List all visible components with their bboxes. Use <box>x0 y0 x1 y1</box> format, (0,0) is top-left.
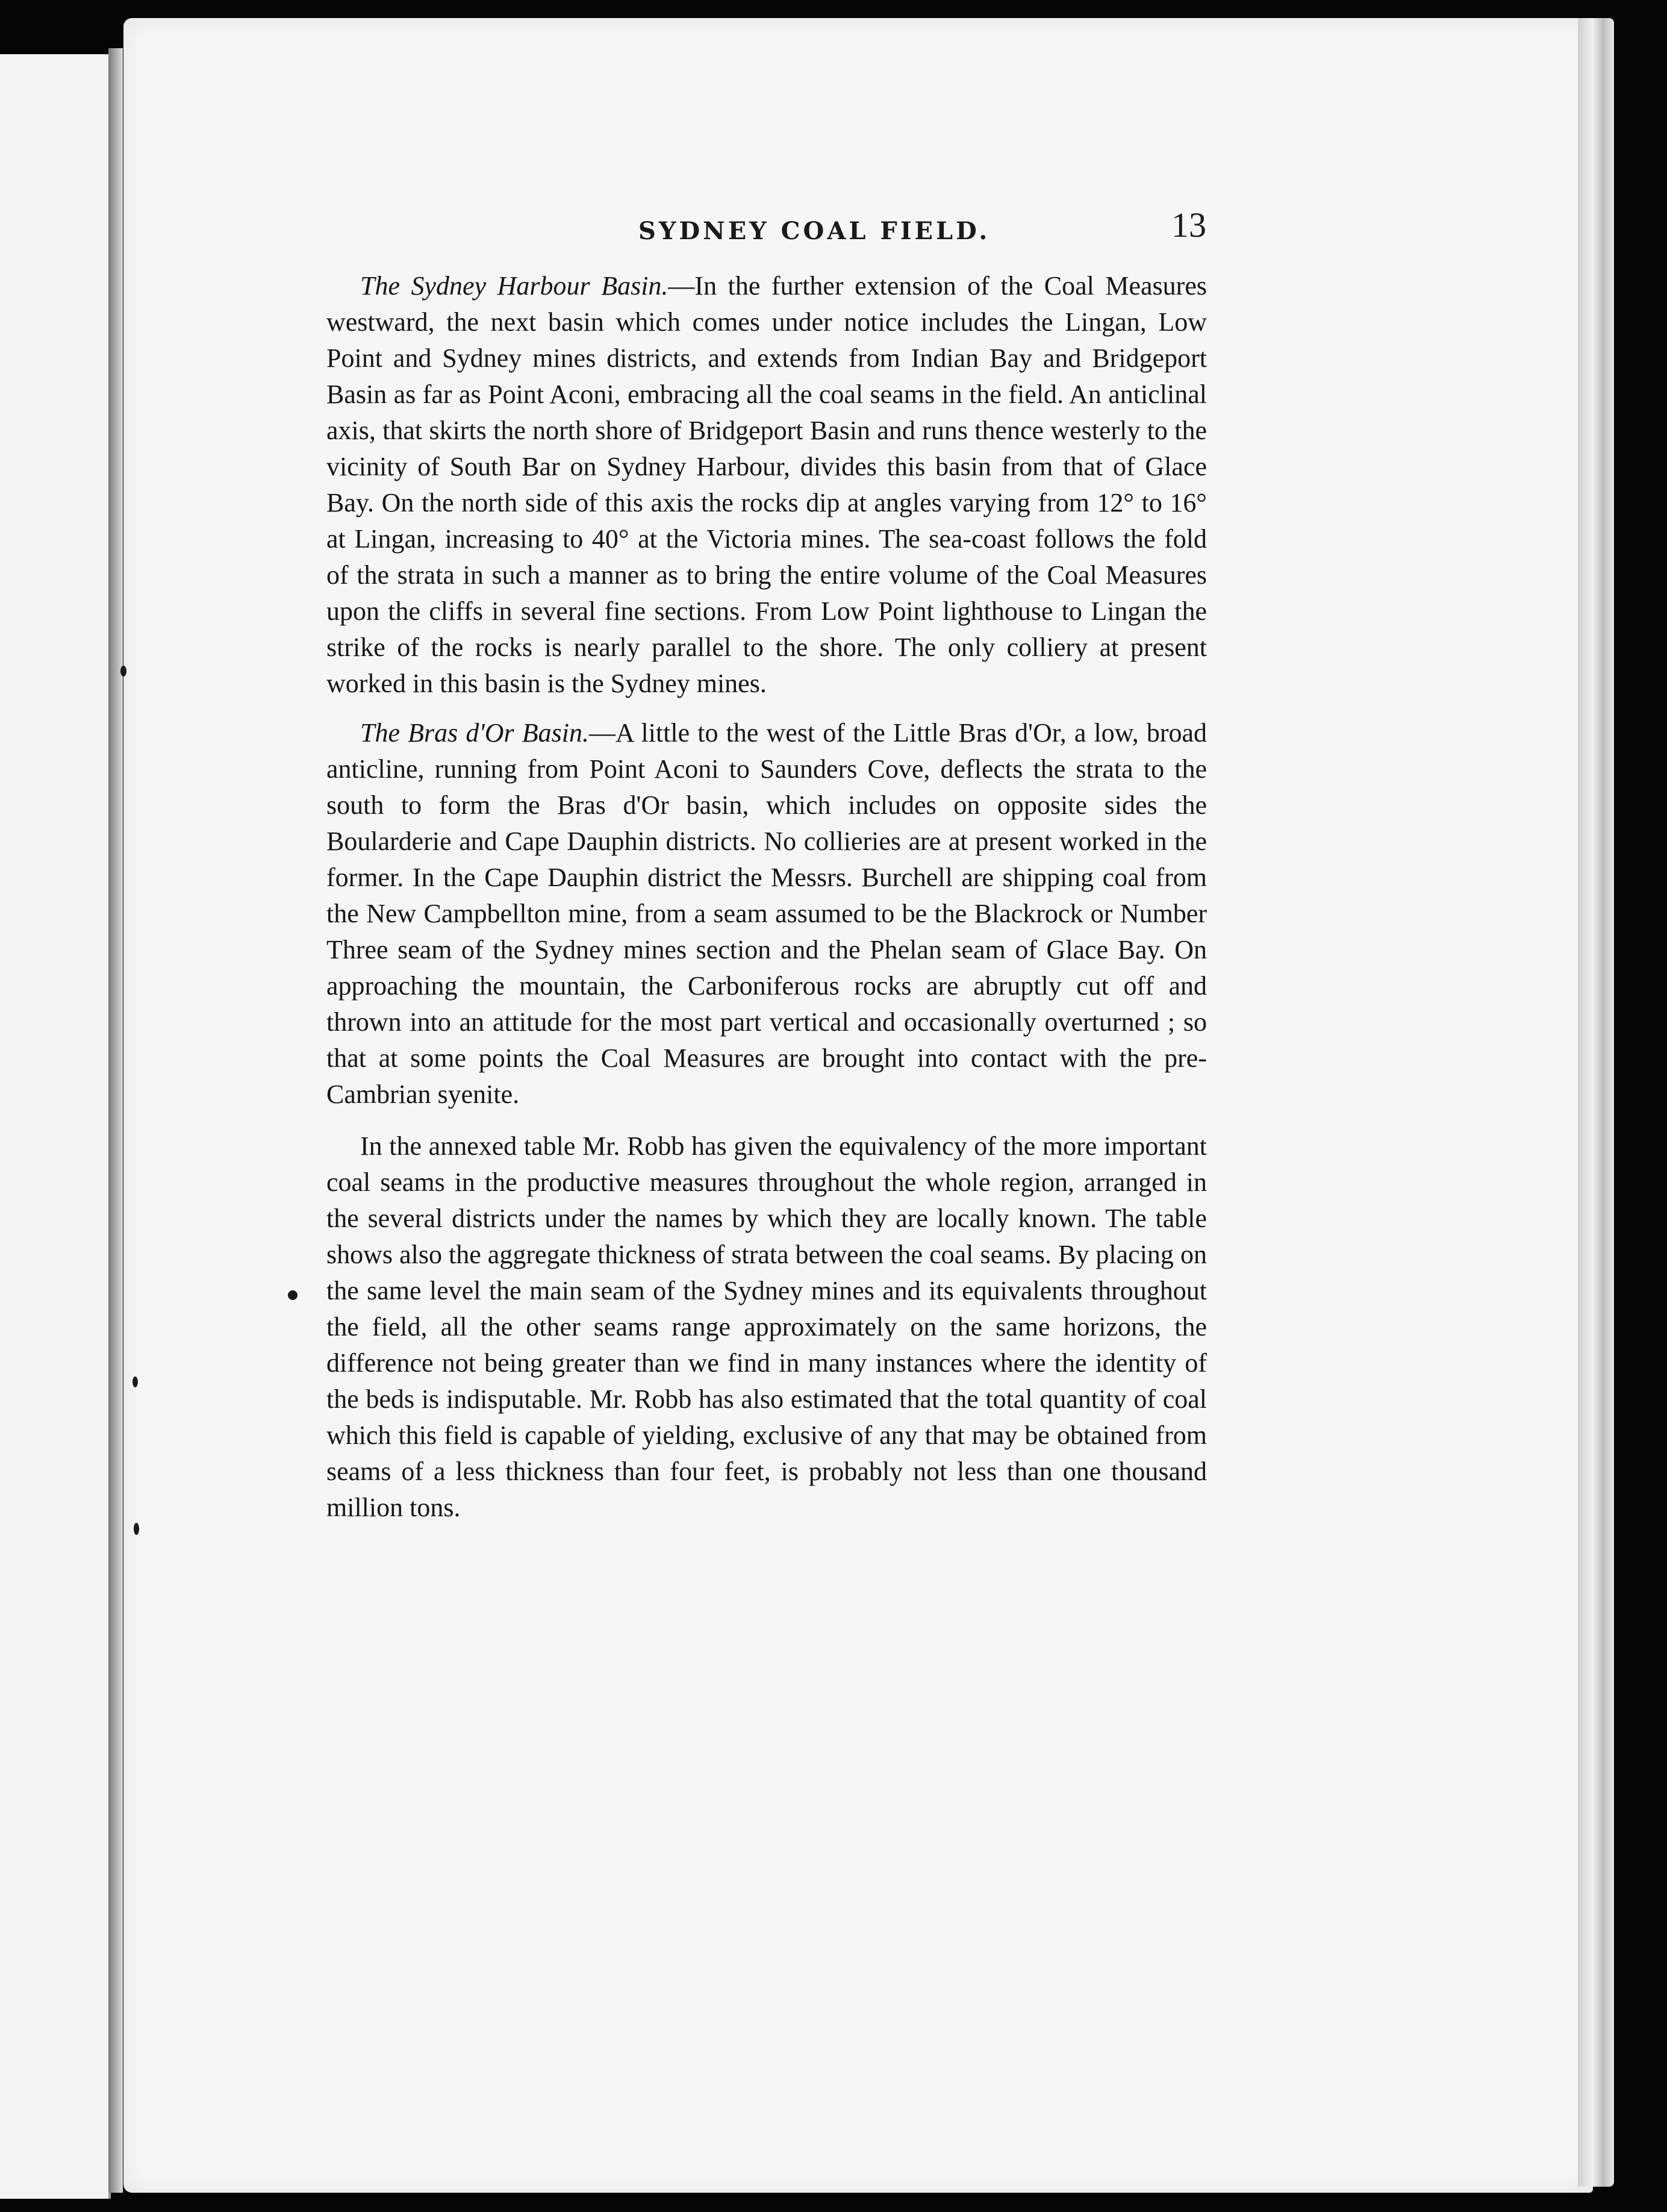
facing-page-edge <box>0 54 111 2199</box>
paragraph-text: —In the further extension of the Coal Measures westward, the next basin which comes under notice includes the Lingan, Low Point and Sydney mines districts, and extends from Indian Bay and Bridgeport Basin as far as Point Aconi, embracing all the coal seams in the field. An anticlinal axis, that skirts the north shore of Bridgeport Basin and runs thence westerly to the vicinity of South Bar on Sydney Harbour, divides this basin from that of Glace Bay. On the north side of this axis the rocks dip at angles varying from 12° to 16° at Lingan, increasing to 40° at the Victoria mines. The sea-coast follows the fold of the strata in such a manner as to bring the entire volume of the Coal Measures upon the cliffs in several fine sections. From Low Point lighthouse to Lingan the strike of the rocks is nearly parallel to the shore. The only colliery at present worked in this basin is the Sydney mines. <box>326 271 1207 698</box>
scan-speck <box>134 1523 139 1535</box>
scan-speck <box>288 1290 298 1300</box>
paragraph-heading: The Sydney Harbour Basin. <box>360 271 668 301</box>
body-text <box>326 268 1207 1539</box>
paragraph-sydney-harbour-basin <box>326 268 1207 702</box>
page-number: 13 <box>1171 205 1206 245</box>
paragraph-heading: The Bras d'Or Basin. <box>360 718 590 748</box>
paragraph-text: In the annexed table Mr. Robb has given the equivalency of the more important coal seams in the productive measures throughout the whole region, arranged in the several districts under the names by which they are locally known. The table shows also the aggregate thickness of strata between the coal seams. By placing on the same level the main seam of the Sydney mines and its equivalents throughout the field, all the other seams range approximately on the same horizons, the difference not being greater than we find in many instances where the identity of the beds is indisputable. Mr. Robb has also estimated that the total quantity of coal which this field is capable of yielding, exclusive of any that may be obtained from seams of a less thickness than four feet, is probably not less than one thousand million tons. <box>326 1131 1207 1522</box>
scan-speck <box>132 1376 138 1387</box>
scan-speck <box>120 666 126 676</box>
paragraph-bras-dor-basin <box>326 715 1207 1113</box>
page-stack-edge <box>1578 18 1614 2187</box>
paragraph-text: —A little to the west of the Little Bras d'Or, a low, broad anticline, running from Point Aconi to Saunders Cove, deflects the strata to the south to form the Bras d'Or basin, which includes on opposite sides the Boularderie and Cape Dauphin districts. No collieries are at present worked in the former. In the Cape Dauphin district the Messrs. Burchell are shipping coal from the New Campbellton mine, from a seam assumed to be the Blackrock or Number Three seam of the Sydney mines section and the Phelan seam of Glace Bay. On approaching the mountain, the Carboniferous rocks are abruptly cut off and thrown into an attitude for the most part vertical and occasionally overturned ; so that at some points the Coal Measures are brought into contact with the pre-Cambrian syenite. <box>326 718 1207 1109</box>
running-head: SYDNEY COAL FIELD. <box>638 217 991 245</box>
book-gutter <box>108 48 123 2193</box>
paragraph-annexed-table <box>326 1128 1207 1526</box>
